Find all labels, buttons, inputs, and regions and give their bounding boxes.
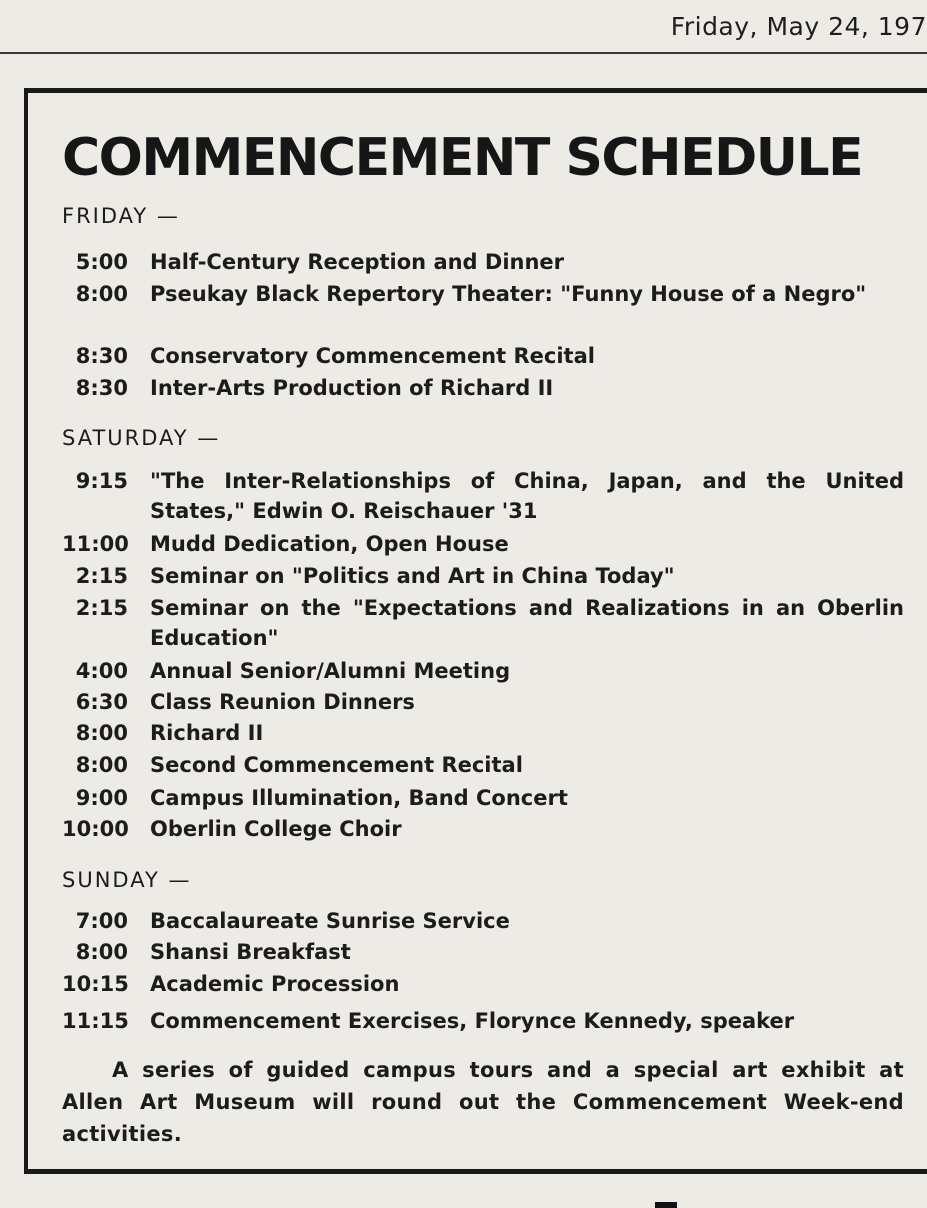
- event-desc: Inter-Arts Production of Richard II: [150, 376, 554, 400]
- event-desc: Seminar on "Politics and Art in China Today": [150, 564, 675, 588]
- event-time: 2:15: [75, 564, 128, 588]
- event-row: [62, 341, 904, 371]
- event-row: [62, 687, 904, 717]
- day-heading-saturday: SATURDAY —: [62, 426, 221, 450]
- event-time: 11:15: [62, 1009, 129, 1033]
- event-row: [62, 279, 904, 309]
- event-row: [62, 561, 904, 591]
- event-desc: Second Commencement Recital: [150, 753, 523, 777]
- event-time: 8:30: [75, 376, 128, 400]
- event-row: [62, 593, 904, 653]
- schedule-title: COMMENCEMENT SCHEDULE: [62, 128, 863, 188]
- event-desc: Annual Senior/Alumni Meeting: [150, 659, 511, 683]
- event-row: [62, 656, 904, 686]
- event-row: [62, 814, 904, 844]
- event-time: 10:00: [62, 817, 129, 841]
- page-bottom-edge: [0, 1196, 927, 1208]
- event-desc: Conservatory Commencement Recital: [150, 344, 595, 368]
- event-desc: Seminar on the "Expectations and Realizations in an Oberlin Education": [150, 596, 904, 650]
- event-time: 9:15: [75, 469, 128, 493]
- event-row: [62, 373, 904, 403]
- event-row: [62, 529, 904, 559]
- event-time: 2:15: [75, 596, 128, 620]
- event-row: [62, 1006, 904, 1036]
- event-time: 8:00: [75, 940, 128, 964]
- event-row: [62, 247, 904, 277]
- ink-mark: [655, 1202, 677, 1208]
- day-heading-sunday: SUNDAY —: [62, 868, 192, 892]
- event-row: [62, 750, 904, 780]
- event-desc: "The Inter-Relationships of China, Japan, and the United States," Edwin O. Reischauer '31: [150, 469, 904, 523]
- event-desc: Half-Century Reception and Dinner: [150, 250, 565, 274]
- event-time: 10:15: [62, 972, 129, 996]
- event-time: 5:00: [75, 250, 128, 274]
- event-row: [62, 906, 904, 936]
- event-desc: Class Reunion Dinners: [150, 690, 415, 714]
- event-time: 8:30: [75, 344, 128, 368]
- event-time: 8:00: [75, 753, 128, 777]
- event-desc: Pseukay Black Repertory Theater: "Funny House of a Negro": [150, 282, 867, 306]
- top-rule: [0, 52, 927, 54]
- event-desc: Mudd Dedication, Open House: [150, 532, 509, 556]
- event-row: [62, 969, 904, 999]
- event-time: 7:00: [75, 909, 128, 933]
- event-desc: Commencement Exercises, Florynce Kennedy, speaker: [150, 1009, 795, 1033]
- event-time: 9:00: [75, 786, 128, 810]
- event-desc: Oberlin College Choir: [150, 817, 402, 841]
- event-desc: Richard II: [150, 721, 264, 745]
- event-time: 8:00: [75, 282, 128, 306]
- event-time: 4:00: [75, 659, 128, 683]
- event-time: 11:00: [62, 532, 129, 556]
- event-desc: Baccalaureate Sunrise Service: [150, 909, 510, 933]
- event-time: 8:00: [75, 721, 128, 745]
- event-row: [62, 466, 904, 526]
- event-row: [62, 783, 904, 813]
- closing-note: A series of guided campus tours and a special art exhibit at Allen Art Museum will round out the Commencement Week-end activities.: [62, 1058, 904, 1146]
- event-desc: Academic Procession: [150, 972, 400, 996]
- event-row: [62, 718, 904, 748]
- event-desc: Shansi Breakfast: [150, 940, 351, 964]
- day-heading-friday: FRIDAY —: [62, 204, 180, 228]
- event-row: [62, 937, 904, 967]
- event-desc: Campus Illumination, Band Concert: [150, 786, 568, 810]
- dateline: Friday, May 24, 197: [670, 12, 927, 41]
- event-time: 6:30: [75, 690, 128, 714]
